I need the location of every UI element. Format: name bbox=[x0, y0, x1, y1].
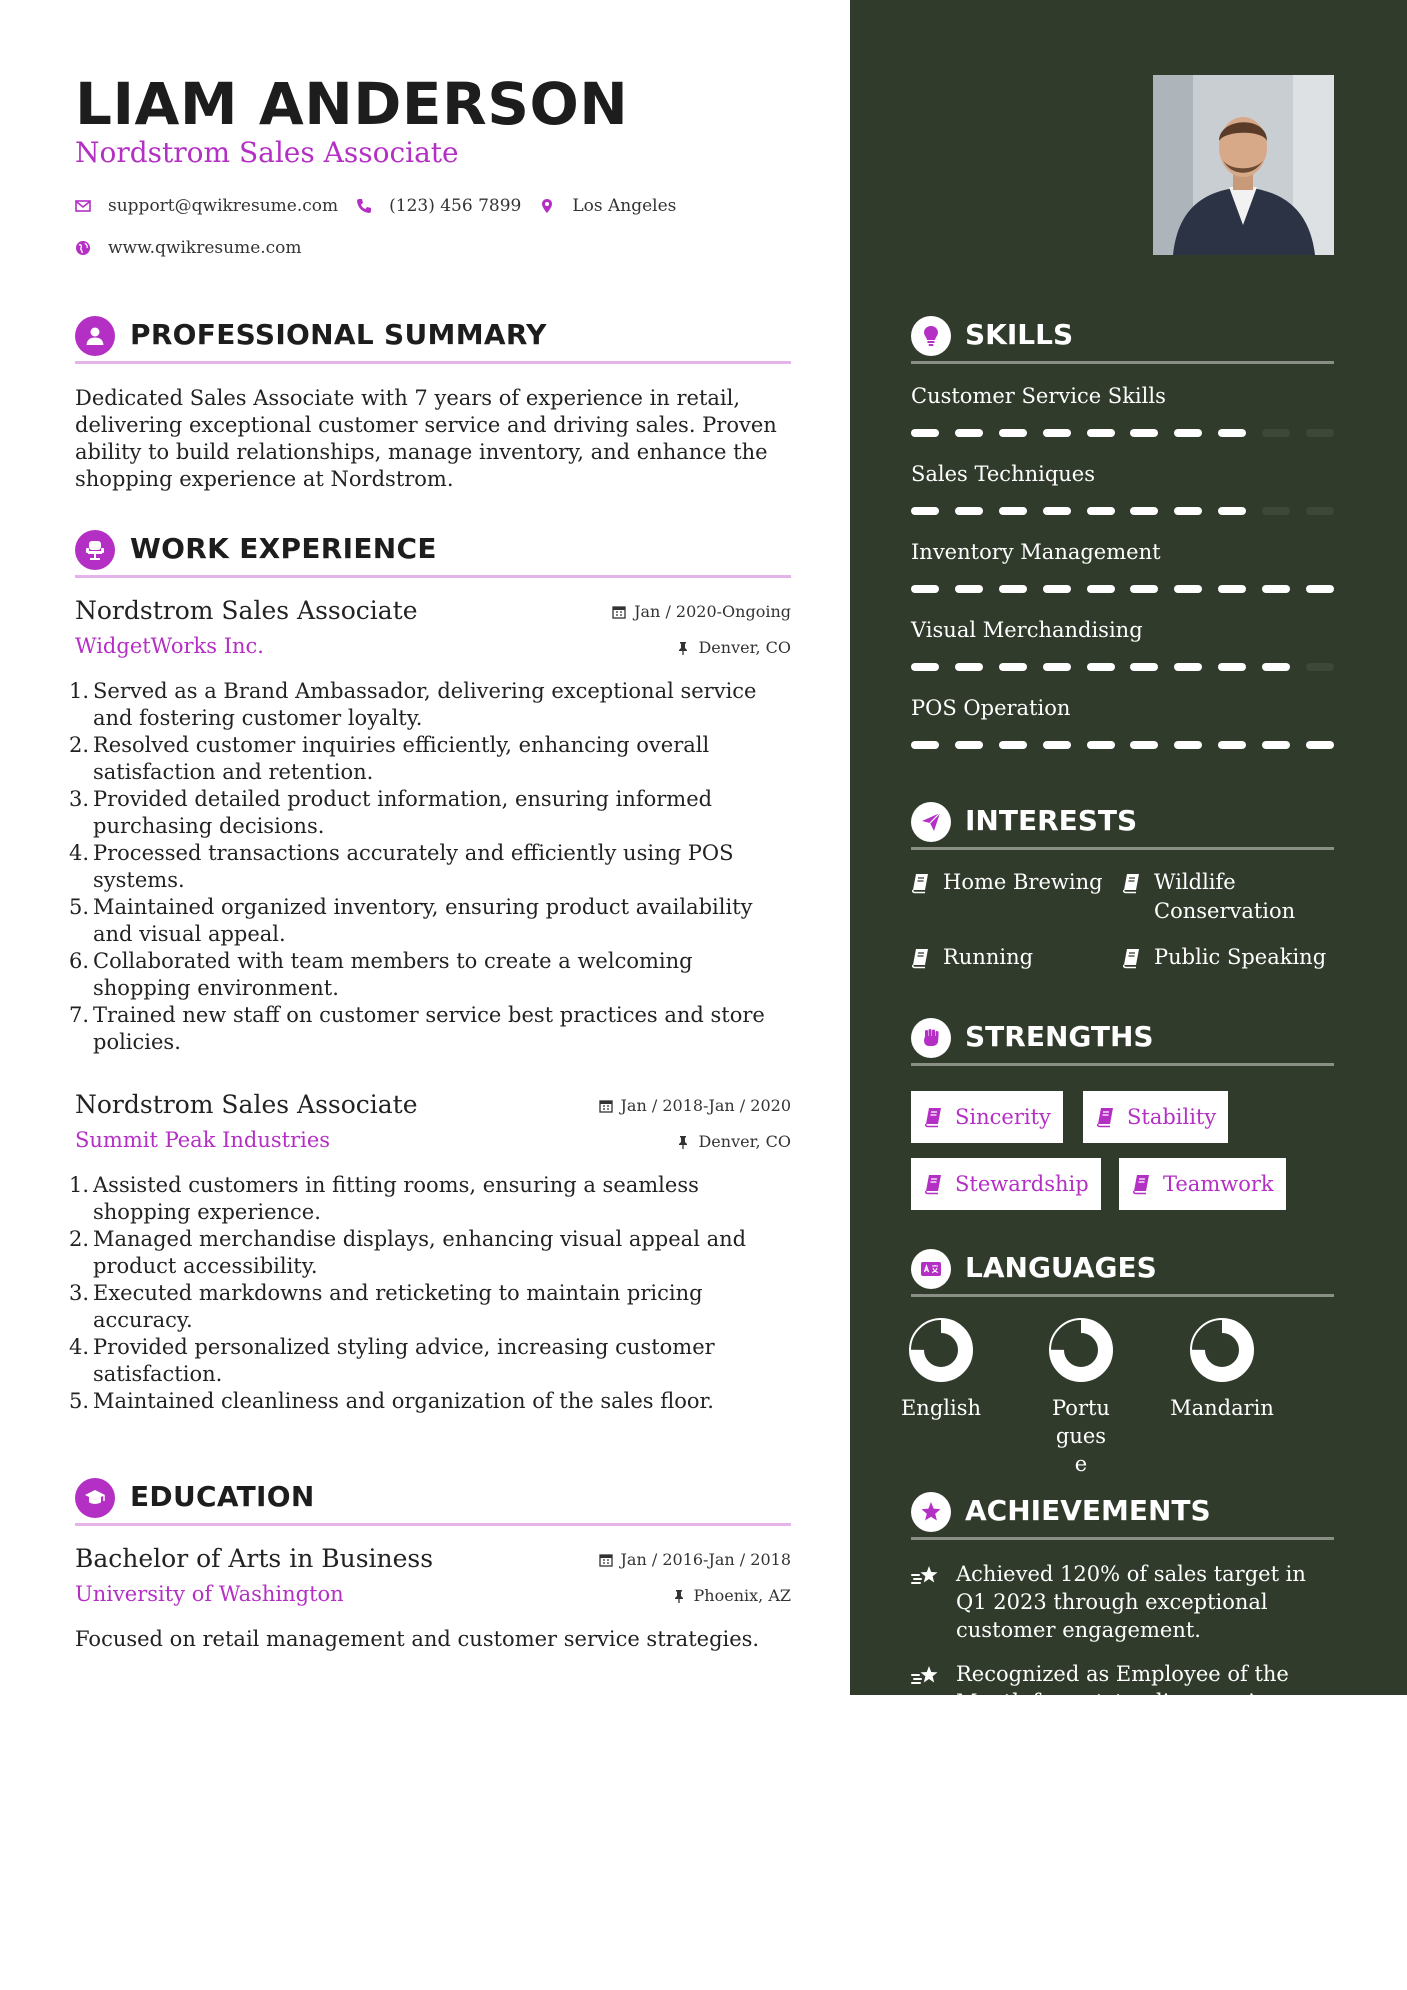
contact-info bbox=[75, 192, 791, 276]
profile-photo bbox=[1153, 75, 1334, 255]
interest-item bbox=[1122, 868, 1334, 926]
skill-level-segment bbox=[1218, 585, 1246, 593]
skill-name: POS Operation bbox=[911, 696, 1071, 720]
list-item: 2. Managed merchandise displays, enhancing visual appeal and product accessibility. bbox=[69, 1227, 747, 1278]
star-icon bbox=[911, 1492, 951, 1532]
skill-level-segment bbox=[955, 507, 983, 515]
chair-icon bbox=[75, 530, 115, 570]
skill-level-segment bbox=[1130, 741, 1158, 749]
phone-icon bbox=[356, 198, 372, 214]
skill-level-segment bbox=[1130, 507, 1158, 515]
language-name: Mandarin bbox=[1170, 1396, 1274, 1420]
language-name: English bbox=[900, 1396, 982, 1420]
skill-level-segment bbox=[1306, 507, 1334, 515]
list-item: 1. Assisted customers in fitting rooms, ensuring a seamless shopping experience. bbox=[69, 1173, 699, 1224]
achievements-section-header bbox=[911, 1488, 1334, 1540]
interest-text: Public Speaking bbox=[1154, 945, 1327, 969]
email-contact[interactable] bbox=[75, 196, 338, 216]
pushpin-icon bbox=[672, 1589, 686, 1603]
job-location-text: Denver, CO bbox=[698, 1132, 791, 1151]
candidate-name: LIAM ANDERSON bbox=[75, 70, 629, 138]
skill-level-segment bbox=[911, 663, 939, 671]
interests-section-header bbox=[911, 798, 1334, 850]
skill-level-segment bbox=[1087, 741, 1115, 749]
book-icon bbox=[1122, 872, 1140, 892]
strength-tag bbox=[1119, 1158, 1286, 1210]
strength-text: Stewardship bbox=[955, 1172, 1089, 1196]
skill-level-segment bbox=[1306, 663, 1334, 671]
achievement-item bbox=[911, 1560, 1334, 1644]
book-icon bbox=[923, 1174, 943, 1194]
strengths-heading: STRENGTHS bbox=[965, 1020, 1154, 1053]
calendar-icon bbox=[599, 1099, 613, 1113]
job-date bbox=[612, 602, 791, 621]
skill-level-segment bbox=[1262, 585, 1290, 593]
achievement-text: Recognized as Employee of the Month for outstanding service bbox=[956, 1662, 1289, 1714]
fist-icon bbox=[911, 1018, 951, 1058]
language-item bbox=[881, 1318, 1001, 1422]
job-date-text: Jan / 2020-Ongoing bbox=[634, 602, 791, 621]
job-duties-list bbox=[69, 1172, 775, 1415]
list-item: 4. Provided personalized styling advice, increasing customer satisfaction. bbox=[69, 1335, 715, 1386]
skill-level-segment bbox=[911, 585, 939, 593]
book-icon bbox=[1095, 1107, 1115, 1127]
skill-level-segment bbox=[1130, 585, 1158, 593]
skill-name: Inventory Management bbox=[911, 540, 1161, 564]
shooting-star-icon bbox=[911, 1564, 941, 1588]
globe-icon bbox=[75, 240, 91, 256]
education-date bbox=[599, 1550, 791, 1569]
education-section-header bbox=[75, 1474, 791, 1526]
list-item: 6. Collaborated with team members to create a welcoming shopping environment. bbox=[69, 949, 693, 1000]
skill-level-segment bbox=[1043, 663, 1071, 671]
map-pin-icon bbox=[539, 198, 555, 214]
list-item: 7. Trained new staff on customer service best practices and store policies. bbox=[69, 1003, 765, 1054]
job-duties-list bbox=[69, 678, 775, 1056]
user-icon bbox=[75, 316, 115, 356]
list-item: 4. Processed transactions accurately and efficiently using POS systems. bbox=[69, 841, 734, 892]
book-icon bbox=[1131, 1174, 1151, 1194]
language-level-donut bbox=[1049, 1318, 1113, 1382]
job-location bbox=[676, 638, 791, 657]
list-item: 3. Executed markdowns and reticketing to maintain pricing accuracy. bbox=[69, 1281, 703, 1332]
skill-level-segment bbox=[1043, 741, 1071, 749]
location-text: Los Angeles bbox=[572, 196, 677, 216]
skill-level-segment bbox=[1262, 507, 1290, 515]
interest-text: Running bbox=[943, 945, 1034, 969]
list-item: 1. Served as a Brand Ambassador, delivering exceptional service and fostering customer loyalty. bbox=[69, 679, 757, 730]
skill-level-segment bbox=[999, 741, 1027, 749]
skills-heading: SKILLS bbox=[965, 318, 1074, 351]
skills-section-header bbox=[911, 312, 1334, 364]
skill-level-bar bbox=[911, 585, 1334, 593]
skill-level-segment bbox=[1087, 507, 1115, 515]
skill-level-bar bbox=[911, 507, 1334, 515]
strength-text: Stability bbox=[1127, 1105, 1217, 1129]
pushpin-icon bbox=[676, 641, 690, 655]
strength-text: Sincerity bbox=[955, 1105, 1051, 1129]
job-entry bbox=[69, 1090, 791, 1430]
skill-item bbox=[911, 696, 1334, 766]
skill-level-segment bbox=[1043, 429, 1071, 437]
education-location bbox=[672, 1586, 791, 1605]
job-date-text: Jan / 2018-Jan / 2020 bbox=[620, 1096, 791, 1115]
education-description: Focused on retail management and customer service strategies. bbox=[75, 1627, 760, 1651]
calendar-icon bbox=[612, 605, 626, 619]
education-location-text: Phoenix, AZ bbox=[693, 1586, 791, 1605]
interest-item bbox=[911, 943, 1111, 972]
email-text: support@qwikresume.com bbox=[108, 196, 339, 216]
skill-level-segment bbox=[1174, 741, 1202, 749]
book-icon bbox=[923, 1107, 943, 1127]
skill-level-segment bbox=[911, 741, 939, 749]
job-entry bbox=[69, 596, 791, 1066]
achievement-text: Achieved 120% of sales target in Q1 2023 through exceptional customer engagement. bbox=[956, 1562, 1306, 1642]
degree-title: Bachelor of Arts in Business bbox=[75, 1544, 434, 1573]
interest-text: Wildlife Conservation bbox=[1154, 870, 1296, 923]
skill-level-segment bbox=[1262, 741, 1290, 749]
job-location bbox=[676, 1132, 791, 1151]
paper-plane-icon bbox=[911, 802, 951, 842]
website-text: www.qwikresume.com bbox=[108, 238, 302, 258]
skill-level-segment bbox=[955, 429, 983, 437]
skill-level-segment bbox=[1218, 429, 1246, 437]
pushpin-icon bbox=[676, 1135, 690, 1149]
education-entry bbox=[75, 1544, 791, 1664]
location-contact bbox=[539, 196, 676, 216]
skill-level-bar bbox=[911, 741, 1334, 749]
strength-tag bbox=[911, 1158, 1101, 1210]
skill-level-segment bbox=[1130, 429, 1158, 437]
skill-item bbox=[911, 384, 1334, 454]
skill-level-bar bbox=[911, 429, 1334, 437]
list-item: 5. Maintained organized inventory, ensuring product availability and visual appeal. bbox=[69, 895, 753, 946]
skill-level-segment bbox=[1174, 663, 1202, 671]
skill-level-segment bbox=[955, 663, 983, 671]
skill-level-segment bbox=[1262, 663, 1290, 671]
skill-level-segment bbox=[1306, 585, 1334, 593]
envelope-icon bbox=[75, 198, 91, 214]
skill-level-segment bbox=[999, 663, 1027, 671]
job-company: Summit Peak Industries bbox=[75, 1128, 331, 1152]
strengths-section-header bbox=[911, 1014, 1334, 1066]
language-icon bbox=[911, 1249, 951, 1289]
language-level-donut bbox=[909, 1318, 973, 1382]
book-icon bbox=[1122, 947, 1140, 967]
skill-level-segment bbox=[1218, 741, 1246, 749]
skill-level-segment bbox=[999, 507, 1027, 515]
skill-level-segment bbox=[1306, 429, 1334, 437]
phone-text: (123) 456 7899 bbox=[389, 196, 522, 216]
education-heading: EDUCATION bbox=[130, 1480, 315, 1513]
skill-level-segment bbox=[911, 429, 939, 437]
interest-text: Home Brewing bbox=[943, 870, 1103, 894]
skill-name: Customer Service Skills bbox=[911, 384, 1166, 408]
skill-level-segment bbox=[1306, 741, 1334, 749]
lightbulb-icon bbox=[911, 316, 951, 356]
strength-tag bbox=[911, 1091, 1063, 1143]
shooting-star-icon bbox=[911, 1664, 941, 1688]
job-title: Nordstrom Sales Associate bbox=[75, 596, 418, 625]
skill-item bbox=[911, 618, 1334, 688]
interest-item bbox=[911, 868, 1111, 897]
job-title: Nordstrom Sales Associate bbox=[75, 1090, 418, 1119]
skill-name: Sales Techniques bbox=[911, 462, 1096, 486]
summary-text: Dedicated Sales Associate with 7 years of experience in retail, delivering exceptional customer service and driving sales. Proven ability to build relationships, manage inventory, and enhance the shopping experience at Nordstrom. bbox=[75, 386, 777, 491]
skill-level-segment bbox=[955, 585, 983, 593]
skill-level-segment bbox=[1043, 507, 1071, 515]
skill-level-bar bbox=[911, 663, 1334, 671]
skill-level-segment bbox=[1174, 507, 1202, 515]
skill-level-segment bbox=[955, 741, 983, 749]
language-level-donut bbox=[1190, 1318, 1254, 1382]
summary-section-header bbox=[75, 312, 791, 364]
skill-level-segment bbox=[1218, 663, 1246, 671]
list-item: 2. Resolved customer inquiries efficiently, enhancing overall satisfaction and retention. bbox=[69, 733, 710, 784]
job-date bbox=[599, 1096, 791, 1115]
skill-item bbox=[911, 462, 1334, 532]
book-icon bbox=[911, 872, 929, 892]
candidate-title: Nordstrom Sales Associate bbox=[75, 136, 459, 169]
skill-level-segment bbox=[1218, 507, 1246, 515]
languages-section-header bbox=[911, 1245, 1334, 1297]
skill-level-segment bbox=[1087, 585, 1115, 593]
calendar-icon bbox=[599, 1553, 613, 1567]
summary-heading: PROFESSIONAL SUMMARY bbox=[130, 318, 547, 351]
skill-level-segment bbox=[1174, 585, 1202, 593]
experience-section-header bbox=[75, 526, 791, 578]
skill-level-segment bbox=[1087, 663, 1115, 671]
achievement-item bbox=[911, 1660, 1334, 1714]
list-item: 5. Maintained cleanliness and organization of the sales floor. bbox=[69, 1389, 714, 1413]
skill-level-segment bbox=[1262, 429, 1290, 437]
skill-level-segment bbox=[1043, 585, 1071, 593]
strength-tag bbox=[1083, 1091, 1228, 1143]
interest-item bbox=[1122, 943, 1334, 972]
education-date-text: Jan / 2016-Jan / 2018 bbox=[620, 1550, 791, 1569]
languages-heading: LANGUAGES bbox=[965, 1251, 1157, 1284]
skill-name: Visual Merchandising bbox=[911, 618, 1143, 642]
job-location-text: Denver, CO bbox=[698, 638, 791, 657]
language-item bbox=[1162, 1318, 1282, 1422]
skill-level-segment bbox=[1087, 429, 1115, 437]
list-item: 3. Provided detailed product information, ensuring informed purchasing decisions. bbox=[69, 787, 713, 838]
job-company: WidgetWorks Inc. bbox=[75, 634, 264, 658]
skill-item bbox=[911, 540, 1334, 610]
strength-text: Teamwork bbox=[1163, 1172, 1274, 1196]
skill-level-segment bbox=[1130, 663, 1158, 671]
website-contact[interactable] bbox=[75, 238, 302, 258]
graduation-icon bbox=[75, 1478, 115, 1518]
skill-level-segment bbox=[911, 507, 939, 515]
interests-heading: INTERESTS bbox=[965, 804, 1138, 837]
school-name: University of Washington bbox=[75, 1582, 344, 1606]
achievements-heading: ACHIEVEMENTS bbox=[965, 1494, 1211, 1527]
skill-level-segment bbox=[999, 585, 1027, 593]
book-icon bbox=[911, 947, 929, 967]
skill-level-segment bbox=[999, 429, 1027, 437]
phone-contact[interactable] bbox=[356, 196, 521, 216]
language-item bbox=[1021, 1318, 1141, 1478]
experience-heading: WORK EXPERIENCE bbox=[130, 532, 437, 565]
skill-level-segment bbox=[1174, 429, 1202, 437]
language-name: Portuguese bbox=[1052, 1396, 1110, 1476]
